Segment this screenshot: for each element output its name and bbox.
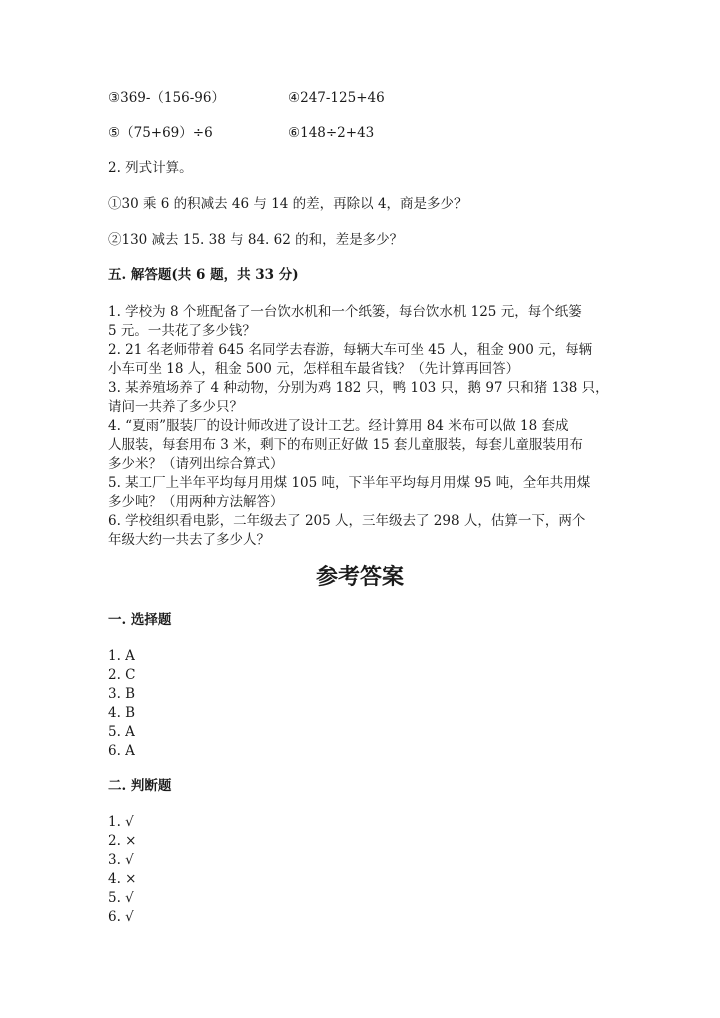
section-heading-5: 五. 解答题(共 6 题，共 33 分) <box>108 267 299 283</box>
answer-item: 4. B <box>108 705 136 721</box>
answer-item: 3. B <box>108 686 136 702</box>
section-heading-2: 2. 列式计算。 <box>108 160 193 176</box>
calc-item-3: ③369-（156-96） <box>108 90 225 106</box>
problem-line: 4. “夏雨”服装厂的设计师改进了设计工艺。经计算用 84 米布可以做 18 套成 <box>108 418 569 434</box>
answer-item: 5. A <box>108 724 135 740</box>
calc-item-5: ⑤（75+69）÷6 <box>108 125 213 141</box>
problem-line: 3. 某养殖场养了 4 种动物，分别为鸡 182 只，鸭 103 只，鹅 97 只和猪 138 只， <box>108 380 609 396</box>
problem-line: 人服装，每套用布 3 米，剩下的布则正好做 15 套儿童服装，每套儿童服装用布 <box>108 437 583 453</box>
calc-item-6: ⑥148÷2+43 <box>288 125 375 141</box>
question-line: ②130 减去 15. 38 与 84. 62 的和，差是多少？ <box>108 232 404 248</box>
answer-item: 1. √ <box>108 814 134 830</box>
problem-line: 5. 某工厂上半年平均每月用煤 105 吨，下半年平均每月用煤 95 吨，全年共用煤 <box>108 475 591 491</box>
problem-line: 6. 学校组织看电影，二年级去了 205 人，三年级去了 298 人，估算一下，两个 <box>108 513 586 529</box>
answer-item: 4. × <box>108 871 137 887</box>
problem-line: 小车可坐 18 人，租金 500 元，怎样租车最省钱？（先计算再回答） <box>108 361 520 377</box>
answer-item: 6. A <box>108 743 135 759</box>
answer-item: 3. √ <box>108 852 134 868</box>
answer-item: 5. √ <box>108 890 134 906</box>
answers-heading-choice: 一. 选择题 <box>108 612 172 628</box>
problem-line: 2. 21 名老师带着 645 名同学去春游，每辆大车可坐 45 人，租金 900 元，每辆 <box>108 342 593 358</box>
problem-line: 5 元。一共花了多少钱？ <box>108 323 256 339</box>
problem-line: 多少米？（请列出综合算式） <box>108 456 284 472</box>
question-line: ①30 乘 6 的积减去 46 与 14 的差，再除以 4，商是多少？ <box>108 196 468 212</box>
problem-line: 多少吨？（用两种方法解答） <box>108 494 284 510</box>
answer-item: 6. √ <box>108 909 134 925</box>
calc-item-4: ④247-125+46 <box>288 90 385 106</box>
problem-line: 年级大约一共去了多少人？ <box>108 532 270 548</box>
problem-line: 1. 学校为 8 个班配备了一台饮水机和一个纸篓，每台饮水机 125 元，每个纸篓 <box>108 304 582 320</box>
answer-item: 2. C <box>108 667 136 683</box>
answer-item: 1. A <box>108 648 135 664</box>
answer-item: 2. × <box>108 833 137 849</box>
problem-line: 请问一共养了多少只？ <box>108 399 243 415</box>
answers-title: 参考答案 <box>315 564 404 590</box>
answers-heading-judge: 二. 判断题 <box>108 778 172 794</box>
